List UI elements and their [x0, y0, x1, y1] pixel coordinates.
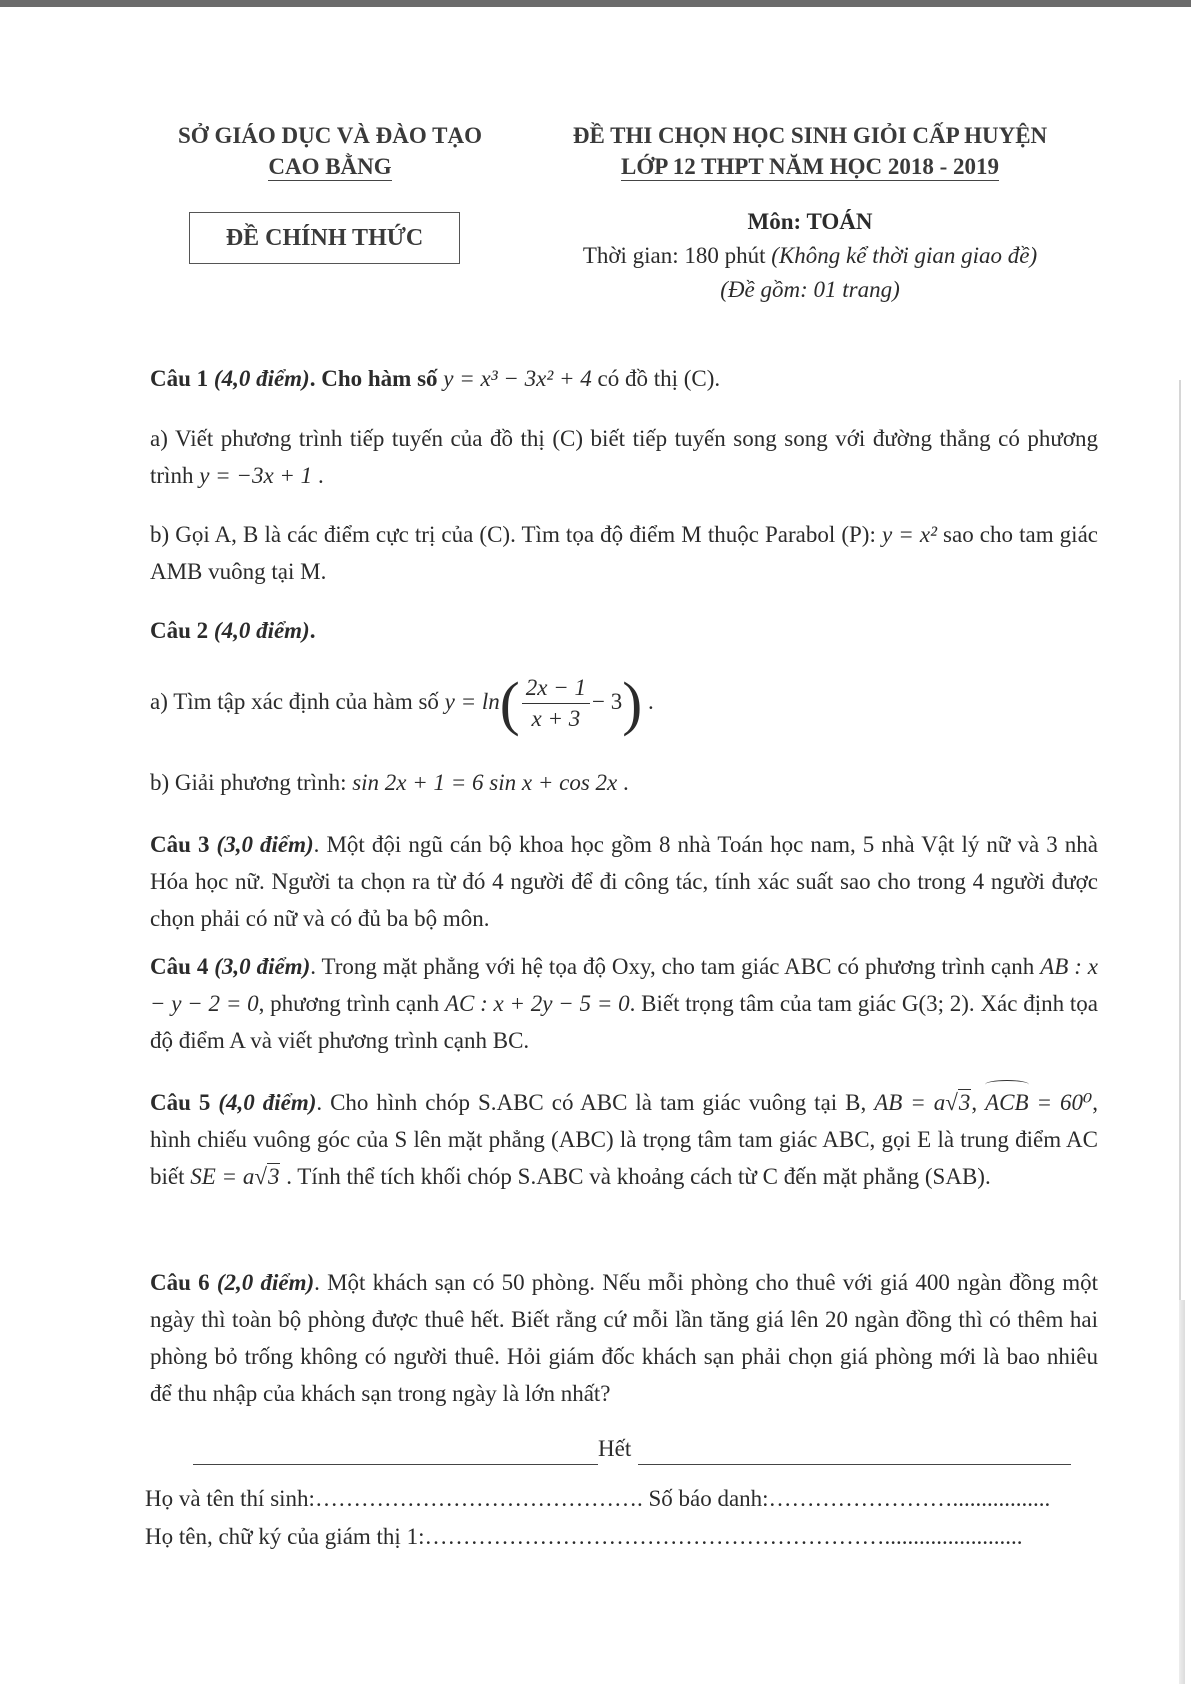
part-text: a) Tìm tập xác định của hàm số: [150, 689, 445, 714]
scan-edge-top: [0, 0, 1191, 7]
right-paren: ): [622, 670, 643, 737]
question-label: Câu 6: [150, 1270, 210, 1295]
question-points: (4,0 điểm): [213, 618, 310, 643]
exam-grade-year: LỚP 12 THPT NĂM HỌC 2018 - 2019: [620, 154, 1000, 179]
part-tail: .: [617, 770, 629, 795]
part-text: a) Viết phương trình tiếp tuyến của đồ thị (C) biết tiếp tuyến song song với đường thẳng có phương trình: [150, 426, 1098, 488]
question-points: (4,0 điểm): [213, 366, 310, 391]
radicand: 3: [958, 1090, 971, 1115]
question-label: Câu 3: [150, 832, 210, 857]
time-note: (Không kể thời gian giao đề): [771, 243, 1038, 268]
part-tail: .: [312, 463, 324, 488]
question-1-part-a: [150, 420, 1098, 494]
ab-equation: AB : x − y − 2 = 0: [150, 954, 1099, 1016]
subject-label: Môn: TOÁN: [747, 209, 873, 234]
candidate-name-field[interactable]: …………………………………….: [314, 1486, 643, 1511]
question-text: . Một đội ngũ cán bộ khoa học gồm 8 nhà Toán học nam, 5 nhà Vật lý nữ và 3 nhà Hóa học nữ. Người ta chọn ra từ đó 4 người để đi công tác, tính xác suất sao cho trong 4 người được chọn phải có nữ và có đủ ba bộ môn.: [150, 832, 1099, 931]
question-text-1: . Cho hình chóp S.ABC có ABC là tam giác vuông tại B,: [316, 1090, 875, 1115]
part-tail: sao cho tam giác AMB vuông tại M.: [150, 522, 1098, 584]
question-intro: .: [309, 618, 316, 643]
question-text-2: ,: [971, 1090, 986, 1115]
question-2: [150, 612, 1098, 649]
proctor-info-row: [145, 1520, 1085, 1554]
question-points: (2,0 điểm): [216, 1270, 315, 1295]
question-points: (4,0 điểm): [218, 1090, 317, 1115]
subject-info: [540, 205, 1080, 307]
trig-equation: sin 2x + 1 = 6 sin x + cos 2x: [352, 770, 618, 795]
question-label: Câu 2: [150, 618, 209, 643]
question-text: . Một khách sạn có 50 phòng. Nếu mỗi phòng cho thuê với giá 400 ngàn đồng một ngày thì toàn bộ phòng được thuê hết. Biết rằng cứ mỗi lần tăng giá lên 20 ngàn đồng thì có thêm hai phòng bỏ trống không có người thuê. Hỏi giám đốc khách sạn phải chọn giá phòng mới là bao nhiêu để thu nhập của khách sạn trong ngày là lớn nhất?: [150, 1270, 1099, 1406]
time-info: [540, 239, 1080, 273]
end-label: Hết: [598, 1436, 632, 1461]
sqrt-symbol: √3: [945, 1090, 971, 1115]
question-points: (3,0 điểm): [216, 832, 314, 857]
official-exam-stamp: ĐỀ CHÍNH THỨC: [189, 212, 460, 264]
question-label: Câu 5: [150, 1090, 211, 1115]
sqrt-symbol: √3: [254, 1164, 280, 1189]
question-intro: . Cho hàm số: [309, 366, 444, 391]
ab-length: [874, 1090, 971, 1115]
department-header: [150, 120, 510, 182]
question-4: [150, 948, 1098, 1059]
radicand: 3: [267, 1164, 280, 1189]
log-formula-suffix: − 3: [592, 689, 623, 714]
line-formula: y = −3x + 1: [199, 463, 313, 488]
question-label: Câu 1: [150, 366, 209, 391]
fraction: [522, 673, 590, 734]
question-2-part-b: [150, 764, 1098, 801]
question-text-4: . Tính thể tích khối chóp S.ABC và khoảng cách từ C đến mặt phẳng (SAB).: [280, 1164, 991, 1189]
fraction-denominator: x + 3: [531, 706, 581, 732]
question-text-2: , phương trình cạnh: [258, 991, 445, 1016]
pages-note: (Đề gồm: 01 trang): [720, 277, 900, 302]
part-text: b) Giải phương trình:: [150, 770, 353, 795]
function-formula: y = x³ − 3x² + 4: [443, 366, 592, 391]
question-5: [150, 1084, 1098, 1195]
question-3: [150, 826, 1098, 937]
parabola-formula: y = x²: [881, 522, 937, 547]
fraction-numerator: 2x − 1: [522, 673, 590, 704]
se-length-lhs: SE = a: [190, 1164, 255, 1189]
question-intro-tail: có đồ thị (C).: [591, 366, 721, 391]
question-1-part-b: [150, 516, 1098, 590]
exam-title-header: [540, 120, 1080, 182]
exam-title: ĐỀ THI CHỌN HỌC SINH GIỎI CẤP HUYỆN: [572, 123, 1048, 148]
end-rule-right: [638, 1464, 1071, 1465]
end-marker: [193, 1436, 1071, 1470]
ac-equation: AC : x + 2y − 5 = 0: [444, 991, 630, 1016]
ab-length-lhs: AB = a: [874, 1090, 946, 1115]
se-length: [190, 1164, 280, 1189]
proctor-label: Họ tên, chữ ký của giám thị 1:: [145, 1524, 425, 1549]
candidate-name-label: Họ và tên thí sinh:: [145, 1486, 315, 1511]
angle-value: = 60⁰: [1028, 1090, 1093, 1115]
question-text-3: . Biết trọng tâm của tam giác G(3; 2). Xác định tọa độ điểm A và viết phương trình cạnh BC.: [150, 991, 1098, 1053]
angle-acb: ACB: [985, 1084, 1028, 1121]
department-province: CAO BẰNG: [268, 154, 392, 179]
candidate-number-label: Số báo danh:: [642, 1486, 769, 1511]
end-rule-left: [193, 1464, 598, 1465]
question-label: Câu 4: [150, 954, 209, 979]
department-name: SỞ GIÁO DỤC VÀ ĐÀO TẠO: [178, 123, 482, 148]
part-text: b) Gọi A, B là các điểm cực trị của (C). Tìm tọa độ điểm M thuộc Parabol (P):: [150, 522, 882, 547]
question-6: [150, 1264, 1098, 1412]
log-formula-prefix: y = ln: [444, 689, 500, 714]
question-2-part-a: [150, 666, 1098, 738]
candidate-info-row: [145, 1482, 1085, 1516]
proctor-signature-field[interactable]: ……………………………………………………........................: [424, 1524, 1023, 1549]
candidate-number-field[interactable]: …………………….................: [768, 1486, 1051, 1511]
question-text-1: . Trong mặt phẳng với hệ tọa độ Oxy, cho tam giác ABC có phương trình cạnh: [310, 954, 1041, 979]
scan-shadow-right: [1179, 1300, 1185, 1684]
question-1: [150, 360, 1098, 397]
question-points: (3,0 điểm): [214, 954, 311, 979]
question-text-3: , hình chiếu vuông góc của S lên mặt phẳng (ABC) là trọng tâm tam giác ABC, gọi E là trung điểm AC biết: [150, 1090, 1098, 1189]
left-paren: (: [499, 670, 520, 737]
part-tail: .: [642, 689, 654, 714]
time-duration: Thời gian: 180 phút: [582, 243, 772, 268]
